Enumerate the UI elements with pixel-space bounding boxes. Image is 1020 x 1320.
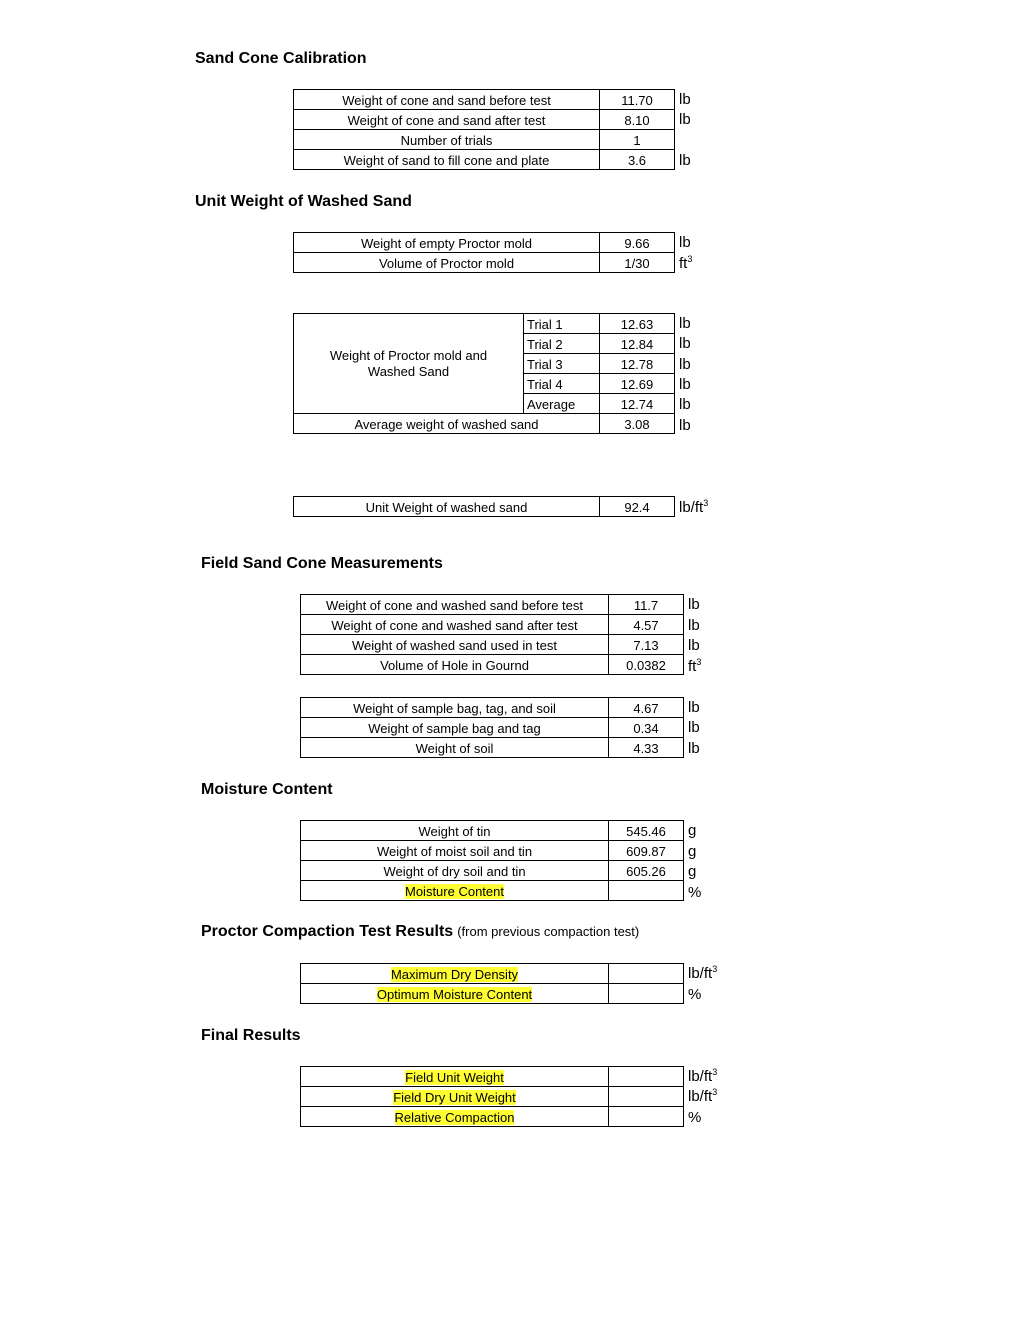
row-value-empty[interactable] — [609, 1067, 684, 1087]
trials-table — [293, 313, 675, 434]
unit-label: lb — [688, 617, 700, 634]
proctor-table — [300, 963, 684, 1004]
unit-label: lb — [679, 417, 691, 434]
row-label: Weight of sand to fill cone and plate — [294, 150, 600, 170]
row-value: 7.13 — [609, 635, 684, 655]
unit-label: lb — [688, 719, 700, 736]
highlighted-label: Relative Compaction — [394, 1110, 515, 1125]
row-value: 92.4 — [600, 497, 675, 517]
section-heading-unit-weight: Unit Weight of Washed Sand — [195, 193, 412, 210]
row-value: 4.33 — [609, 738, 684, 758]
row-value: 11.70 — [600, 90, 675, 110]
row-value: 12.69 — [600, 374, 675, 394]
table-row — [301, 1107, 684, 1127]
section-heading-proctor — [201, 923, 639, 941]
row-value: 605.26 — [609, 861, 684, 881]
unit-label: lb — [679, 356, 691, 373]
unit-text: ft — [688, 658, 697, 675]
table-row — [301, 595, 684, 615]
row-label: Weight of sample bag, tag, and soil — [301, 698, 609, 718]
field-table — [300, 594, 684, 675]
row-label — [301, 964, 609, 984]
unit-weight-table — [293, 496, 675, 517]
highlighted-label: Moisture Content — [405, 884, 504, 899]
table-row — [301, 841, 684, 861]
highlighted-label: Optimum Moisture Content — [376, 987, 533, 1002]
row-label: Weight of sample bag and tag — [301, 718, 609, 738]
highlighted-label: Maximum Dry Density — [390, 967, 519, 982]
unit-exponent: 3 — [712, 964, 718, 974]
row-value-empty[interactable] — [609, 881, 684, 901]
table-row — [301, 718, 684, 738]
unit-label: % — [688, 986, 702, 1003]
table-row — [294, 253, 675, 273]
row-label: Trial 3 — [524, 354, 600, 374]
table-row — [301, 984, 684, 1004]
table-row — [301, 861, 684, 881]
row-label — [301, 1067, 609, 1087]
row-value: 3.6 — [600, 150, 675, 170]
table-row — [294, 150, 675, 170]
row-value: 3.08 — [600, 414, 675, 434]
unit-text: lb/ft — [688, 965, 713, 982]
row-label: Number of trials — [294, 130, 600, 150]
row-label: Weight of soil — [301, 738, 609, 758]
table-row — [301, 964, 684, 984]
table-row — [294, 314, 675, 334]
unit-exponent: 3 — [712, 1087, 718, 1097]
row-value: 545.46 — [609, 821, 684, 841]
unit-label — [688, 657, 701, 675]
unit-label — [688, 1067, 717, 1085]
row-label: Weight of cone and sand before test — [294, 90, 600, 110]
section-heading-field: Field Sand Cone Measurements — [201, 555, 443, 572]
row-value: 609.87 — [609, 841, 684, 861]
calibration-table — [293, 89, 675, 170]
table-row — [301, 635, 684, 655]
table-row — [301, 881, 684, 901]
row-value: 11.7 — [609, 595, 684, 615]
table-row — [301, 1087, 684, 1107]
unit-label: % — [688, 1109, 702, 1126]
table-row — [301, 655, 684, 675]
row-label — [301, 881, 609, 901]
unit-exponent: 3 — [687, 254, 693, 264]
unit-label: lb — [679, 396, 691, 413]
section-heading-moisture: Moisture Content — [201, 781, 333, 798]
row-value-empty[interactable] — [609, 984, 684, 1004]
unit-label: g — [688, 843, 697, 860]
row-value: 12.63 — [600, 314, 675, 334]
unit-label: lb — [679, 335, 691, 352]
row-value: 1/30 — [600, 253, 675, 273]
unit-label: lb — [679, 376, 691, 393]
row-label — [301, 1087, 609, 1107]
section-heading-final: Final Results — [201, 1027, 301, 1044]
table-row — [301, 698, 684, 718]
table-row — [301, 615, 684, 635]
row-label: Weight of cone and washed sand after test — [301, 615, 609, 635]
unit-text: lb/ft — [679, 499, 704, 516]
unit-label: g — [688, 822, 697, 839]
mold-table — [293, 232, 675, 273]
row-label: Volume of Hole in Gournd — [301, 655, 609, 675]
section-heading-note: (from previous compaction test) — [457, 924, 640, 939]
row-label — [301, 1107, 609, 1127]
unit-label — [688, 964, 717, 982]
table-row — [294, 233, 675, 253]
unit-text: lb/ft — [688, 1068, 713, 1085]
row-label: Trial 4 — [524, 374, 600, 394]
row-value: 12.84 — [600, 334, 675, 354]
row-label: Weight of cone and sand after test — [294, 110, 600, 130]
unit-text: lb/ft — [688, 1088, 713, 1105]
unit-label: lb — [679, 91, 691, 108]
table-row — [294, 414, 675, 434]
unit-label: % — [688, 884, 702, 901]
row-label: Weight of washed sand used in test — [301, 635, 609, 655]
unit-label: lb — [688, 699, 700, 716]
final-table — [300, 1066, 684, 1127]
row-value-empty[interactable] — [609, 1087, 684, 1107]
unit-label: g — [688, 863, 697, 880]
unit-label: lb — [679, 234, 691, 251]
unit-label: lb — [688, 596, 700, 613]
row-value: 12.74 — [600, 394, 675, 414]
row-label: Weight of empty Proctor mold — [294, 233, 600, 253]
row-label: Weight of moist soil and tin — [301, 841, 609, 861]
row-label: Volume of Proctor mold — [294, 253, 600, 273]
unit-exponent: 3 — [703, 498, 709, 508]
row-label — [301, 984, 609, 1004]
unit-exponent: 3 — [712, 1067, 718, 1077]
highlighted-label: Field Dry Unit Weight — [393, 1090, 516, 1105]
unit-label: lb — [679, 315, 691, 332]
unit-label: lb — [679, 111, 691, 128]
table-row — [294, 90, 675, 110]
row-label: Average — [524, 394, 600, 414]
row-value: 1 — [600, 130, 675, 150]
row-label: Trial 1 — [524, 314, 600, 334]
row-label: Trial 2 — [524, 334, 600, 354]
soil-table — [300, 697, 684, 758]
row-value-empty[interactable] — [609, 964, 684, 984]
row-value: 0.34 — [609, 718, 684, 738]
row-value: 4.57 — [609, 615, 684, 635]
unit-label: lb — [688, 637, 700, 654]
row-label: Unit Weight of washed sand — [294, 497, 600, 517]
row-value: 12.78 — [600, 354, 675, 374]
section-heading-calibration: Sand Cone Calibration — [195, 50, 367, 67]
unit-label — [679, 498, 708, 516]
unit-label — [679, 254, 692, 272]
unit-label: lb — [679, 152, 691, 169]
table-row — [301, 1067, 684, 1087]
unit-exponent: 3 — [696, 657, 702, 667]
row-value: 0.0382 — [609, 655, 684, 675]
table-row — [294, 497, 675, 517]
table-row — [301, 738, 684, 758]
row-value: 4.67 — [609, 698, 684, 718]
unit-label — [688, 1087, 717, 1105]
row-value: 9.66 — [600, 233, 675, 253]
row-label: Average weight of washed sand — [294, 414, 600, 434]
table-row — [294, 110, 675, 130]
moisture-table — [300, 820, 684, 901]
row-label: Weight of tin — [301, 821, 609, 841]
unit-text: ft — [679, 255, 688, 272]
table-row — [294, 130, 675, 150]
row-value: 8.10 — [600, 110, 675, 130]
row-label: Weight of cone and washed sand before test — [301, 595, 609, 615]
row-label: Weight of dry soil and tin — [301, 861, 609, 881]
unit-label: lb — [688, 740, 700, 757]
section-heading-text: Proctor Compaction Test Results — [201, 923, 454, 940]
trials-group-label: Weight of Proctor mold and Washed Sand — [294, 314, 524, 414]
highlighted-label: Field Unit Weight — [405, 1070, 504, 1085]
row-value-empty[interactable] — [609, 1107, 684, 1127]
table-row — [301, 821, 684, 841]
